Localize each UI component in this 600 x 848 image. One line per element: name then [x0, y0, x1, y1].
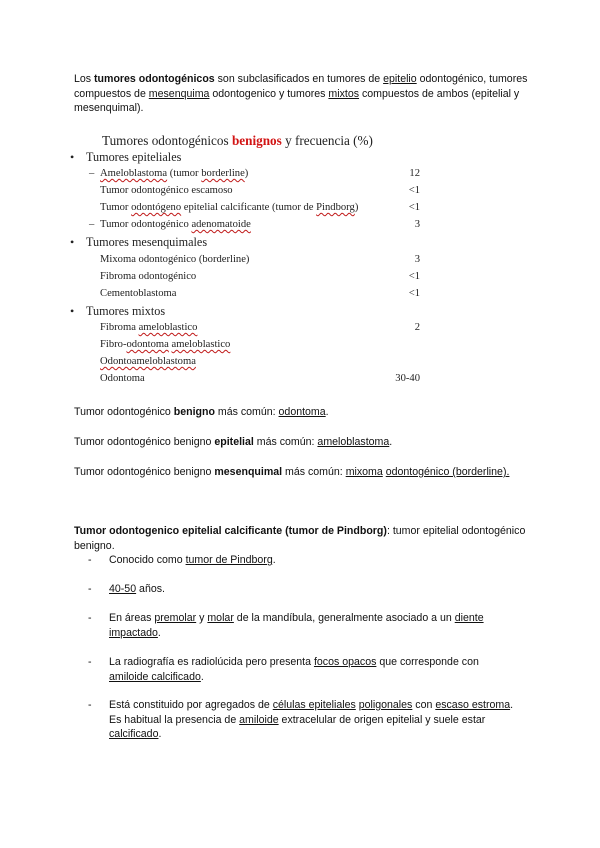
sentence-mesenquimal: Tumor odontogénico benigno mesenquimal más común: mixoma odontogénico (borderline). — [74, 466, 510, 478]
text: son subclasificados en tumores de — [214, 73, 384, 85]
group-mesenquimales — [70, 235, 207, 250]
frequency-value: 30-40 — [395, 373, 420, 384]
text: odontogenico y tumores — [209, 87, 329, 100]
table-row: Fibroma ameloblastico 2 — [100, 322, 420, 333]
table-row: Odontoma 30-40 — [100, 373, 420, 384]
table-row: Fibroma odontogénico <1 — [100, 271, 420, 282]
group-label: Tumores epiteliales — [86, 150, 182, 164]
text: Los — [74, 73, 95, 85]
group-mixtos — [70, 304, 165, 319]
frequency-value: 3 — [414, 219, 420, 230]
bullet: • — [70, 304, 75, 318]
table-row: Fibro-odontoma ameloblastico — [100, 339, 231, 350]
table-row: – Ameloblastoma (tumor borderline) 12 — [89, 168, 420, 179]
section-pindborg: Tumor odontogenico epitelial calcificante (tumor de Pindborg): tumor epitelial odontogénico benigno. — [74, 525, 526, 552]
frequency-value: <1 — [408, 271, 420, 282]
table-row: Cementoblastoma <1 — [100, 288, 420, 299]
group-label: Tumores mesenquimales — [86, 235, 208, 249]
section-heading: Tumor odontogenico epitelial calcificante (tumor de Pindborg) — [74, 525, 387, 537]
group-epiteliales — [70, 150, 181, 165]
underlined-term: mixtos — [328, 87, 360, 100]
text: odontogénico, tumores compuestos de — [74, 73, 528, 100]
document-page: Los tumores odontogénicos son subclasificados en tumores de epitelio odontogénico, tumores compuestos de mesenquima odontogenico y tumores mixtos compuestos de ambos (epitelial y mesenquimal). Tumores odontogénicos benignos y frecuencia (%) • Tumores epiteliales – Ameloblastoma (tumor borderline) 12 Tumor odontogénico escamoso <1 Tumor odontógeno epitelial calcificante (tumor de Pindborg) <1 – Tumor odontogénico adenomatoide 3 • Tumores mesenquimales Mixoma odontogénico (borderline) 3 Fibroma odontogénico <1 Cementoblastoma <1 • Tumores mixtos Fibroma ameloblastico 2 Fibro-odontoma ameloblastico Odontoameloblastoma Odontoma 30-40 Tumor odontogénico benigno más común: odontoma. Tumor odontogénico benigno epitelial más común: ameloblastoma. Tumor odontogénico benigno mesenquimal más común: mixoma odontogénico (borderline). Tumor odontogenico epitelial calcificante (tumor de Pindborg): tumor epitelial odontogénico benigno. - Conocido como tumor de Pindborg. - 40-50 años. - En áreas premolar y molar de la mandíbula, generalmente asociado a un diente impactado. - La radiografía es radiolúcida pero presenta focos opacos que corresponde con amiloide calcificado. - Está constituido por agregados de células epiteliales poligonales con escaso estroma. Es habitual la presencia de amiloide extracelular de origen epitelial y suele estar calcificado. — [0, 0, 600, 848]
underlined-term: epitelio — [383, 73, 417, 85]
frequency-value: 3 — [414, 254, 420, 265]
table-row: Mixoma odontogénico (borderline) 3 — [100, 254, 420, 265]
table-title: Tumores odontogénicos benignos y frecuencia (%) — [102, 133, 373, 148]
text: compuestos de ambos (epitelial y mesenquimal). — [74, 87, 520, 114]
table-row: – Tumor odontogénico adenomatoide 3 — [89, 219, 420, 230]
underlined-term: mesenquima — [148, 87, 210, 100]
frequency-value: 12 — [409, 168, 420, 179]
group-label: Tumores mixtos — [86, 304, 166, 318]
highlight-benignos: benignos — [231, 133, 282, 148]
frequency-value: 2 — [414, 322, 420, 333]
frequency-value: <1 — [408, 202, 420, 213]
table-row: Tumor odontógeno epitelial calcificante (tumor de Pindborg) <1 — [100, 202, 420, 213]
sentence-epitelial: Tumor odontogénico benigno epitelial más común: ameloblastoma. — [74, 436, 393, 448]
frequency-value: <1 — [408, 288, 420, 299]
table-row: Tumor odontogénico escamoso <1 — [100, 185, 420, 196]
table-row: Odontoameloblastoma — [100, 356, 196, 367]
frequency-value: <1 — [408, 185, 420, 196]
bullet: • — [70, 150, 75, 164]
sentence-benigno: Tumor odontogénico benigno más común: odontoma. — [74, 406, 329, 418]
bold-term: tumores odontogénicos — [94, 73, 215, 85]
bullet: • — [70, 235, 75, 249]
intro-paragraph — [74, 72, 534, 116]
